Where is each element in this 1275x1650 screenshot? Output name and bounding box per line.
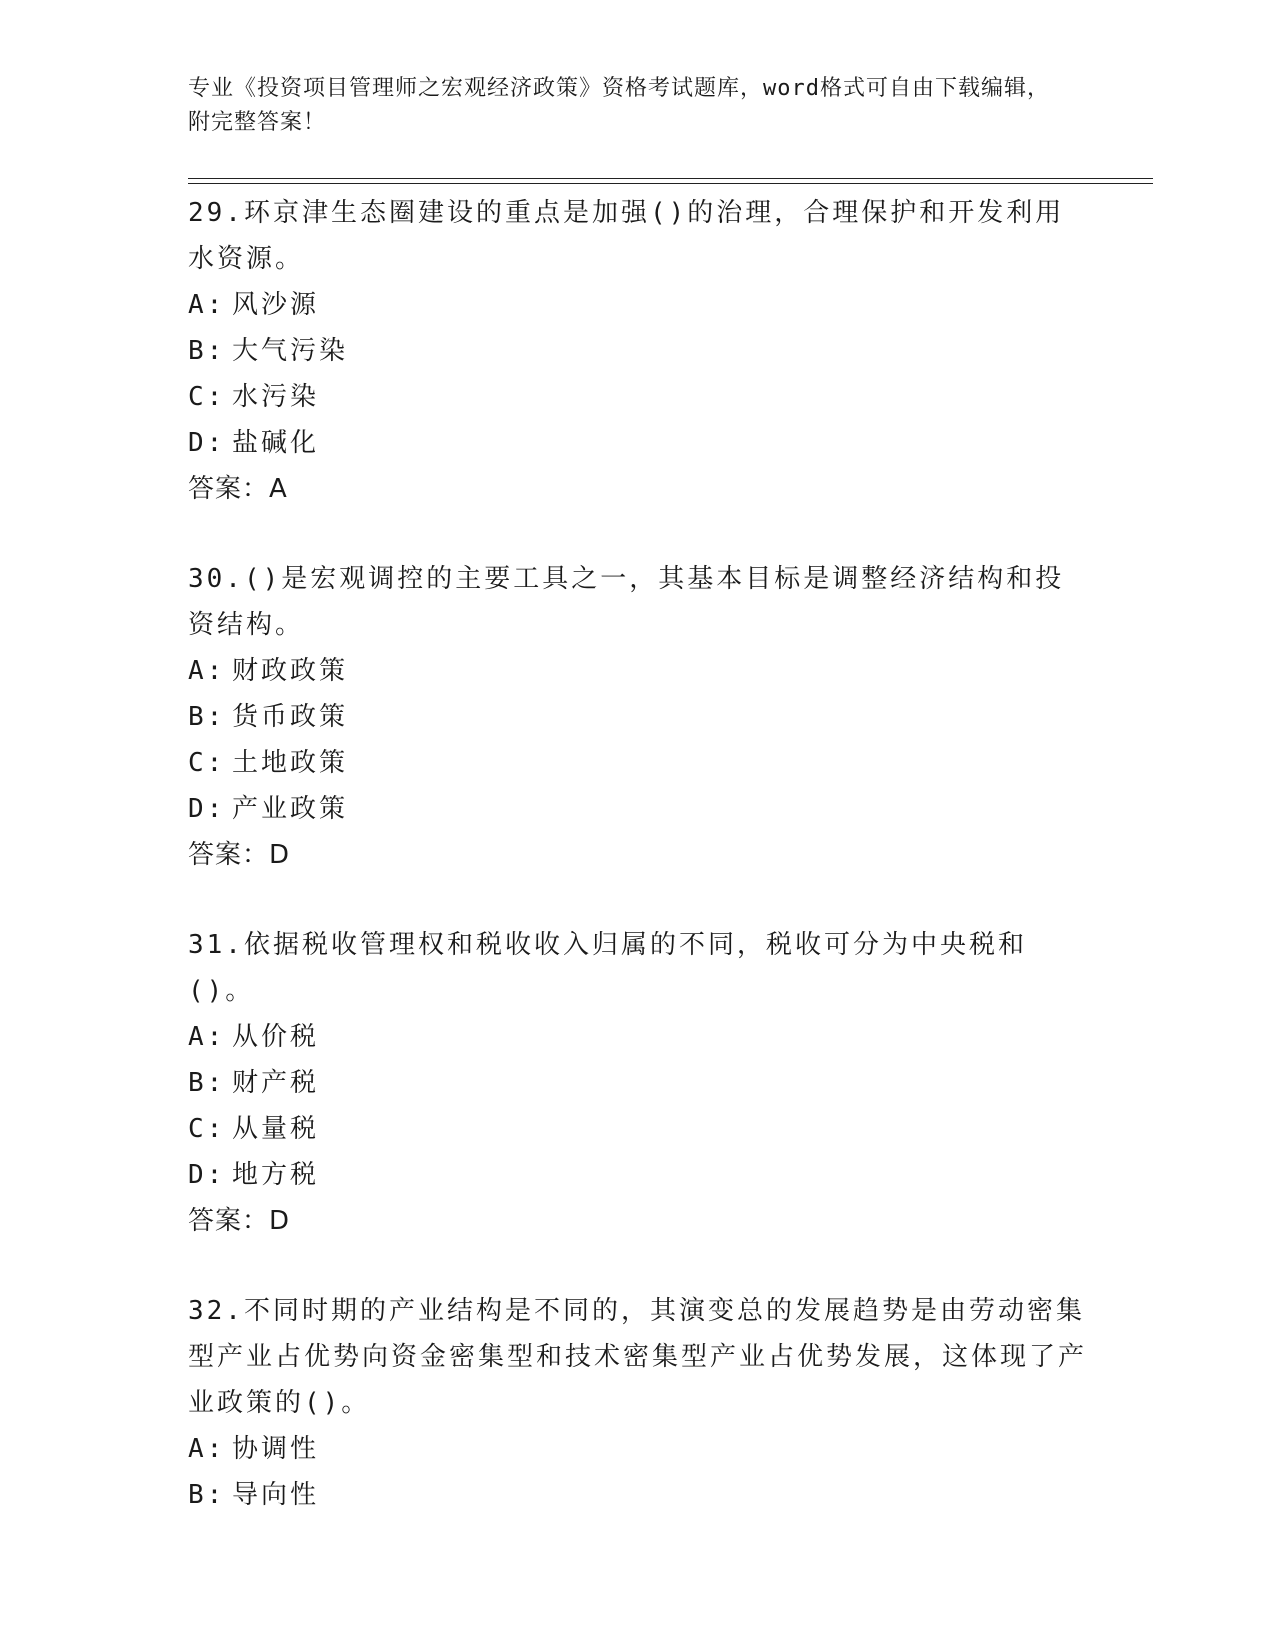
option-text: 土地政策 xyxy=(232,748,349,778)
option-letter: A: xyxy=(188,656,226,686)
option-text: 风沙源 xyxy=(232,290,320,320)
option-letter: A: xyxy=(188,290,226,320)
header-rule-bottom xyxy=(188,183,1153,184)
answer-option xyxy=(188,1014,1088,1060)
answer-option xyxy=(188,1152,1088,1198)
answer-key: 答案：D xyxy=(188,840,291,870)
option-letter: A: xyxy=(188,1022,226,1052)
option-text: 产业政策 xyxy=(232,794,349,824)
option-text: 财产税 xyxy=(232,1068,320,1098)
option-text: 协调性 xyxy=(232,1434,320,1464)
option-letter: A: xyxy=(188,1434,226,1464)
answer-option xyxy=(188,1472,1088,1518)
option-text: 货币政策 xyxy=(232,702,349,732)
option-text: 大气污染 xyxy=(232,336,349,366)
option-letter: D: xyxy=(188,1160,226,1190)
answer-option xyxy=(188,282,1088,328)
option-text: 从价税 xyxy=(232,1022,320,1052)
option-letter: B: xyxy=(188,336,226,366)
answer-key: 答案：A xyxy=(188,474,288,504)
question-stem: 32.不同时期的产业结构是不同的，其演变总的发展趋势是由劳动密集型产业占优势向资金密集型和技术密集型产业占优势发展，这体现了产业政策的()。 xyxy=(188,1296,1088,1418)
answer-option xyxy=(188,740,1088,786)
document-header: 专业《投资项目管理师之宏观经济政策》资格考试题库，word格式可自由下载编辑，附完整答案！ xyxy=(188,76,1050,135)
answer-option xyxy=(188,786,1088,832)
option-letter: B: xyxy=(188,1480,226,1510)
question-block xyxy=(188,190,1088,512)
answer-option xyxy=(188,1426,1088,1472)
question-stem: 31.依据税收管理权和税收收入归属的不同，税收可分为中央税和()。 xyxy=(188,930,1027,1006)
answer-option xyxy=(188,694,1088,740)
answer-key: 答案：D xyxy=(188,1206,291,1236)
question-stem: 29.环京津生态圈建设的重点是加强()的治理，合理保护和开发利用水资源。 xyxy=(188,198,1065,274)
option-text: 盐碱化 xyxy=(232,428,320,458)
answer-option xyxy=(188,1060,1088,1106)
option-text: 水污染 xyxy=(232,382,320,412)
header-rule-top xyxy=(188,178,1153,179)
option-text: 财政政策 xyxy=(232,656,349,686)
answer-option xyxy=(188,374,1088,420)
answer-option xyxy=(188,648,1088,694)
option-letter: C: xyxy=(188,382,226,412)
question-block xyxy=(188,1288,1088,1518)
option-text: 地方税 xyxy=(232,1160,320,1190)
option-letter: B: xyxy=(188,702,226,732)
option-letter: C: xyxy=(188,1114,226,1144)
answer-option xyxy=(188,328,1088,374)
option-letter: D: xyxy=(188,794,226,824)
option-letter: C: xyxy=(188,748,226,778)
option-letter: D: xyxy=(188,428,226,458)
answer-option xyxy=(188,420,1088,466)
option-letter: B: xyxy=(188,1068,226,1098)
question-block xyxy=(188,922,1088,1244)
question-stem: 30.()是宏观调控的主要工具之一，其基本目标是调整经济结构和投资结构。 xyxy=(188,564,1065,640)
question-list xyxy=(188,190,1088,1562)
option-text: 导向性 xyxy=(232,1480,320,1510)
option-text: 从量税 xyxy=(232,1114,320,1144)
question-block xyxy=(188,556,1088,878)
answer-option xyxy=(188,1106,1088,1152)
